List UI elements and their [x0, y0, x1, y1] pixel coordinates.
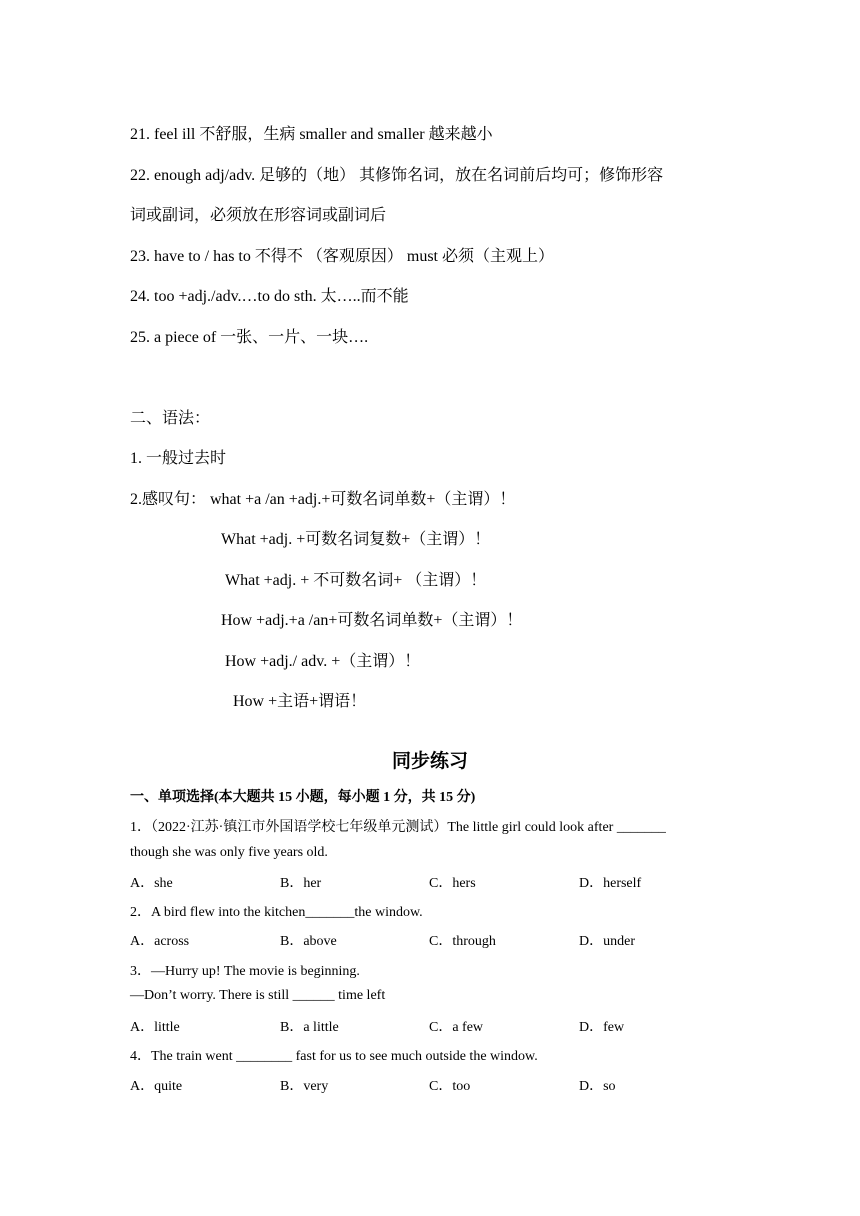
vocab-line-23: 23. have to / has to 不得不 （客观原因） must 必须（主观上） — [130, 248, 554, 265]
grammar-heading: 二、语法： — [130, 410, 211, 427]
grammar-item-1: 1. 一般过去时 — [130, 450, 227, 467]
question-4-option-b[interactable]: B．very — [280, 1079, 329, 1094]
question-1-option-a[interactable]: A．she — [130, 876, 173, 891]
question-1-option-d[interactable]: D．herself — [579, 876, 642, 891]
question-2-option-b[interactable]: B．above — [280, 934, 337, 949]
question-3-option-b[interactable]: B．a little — [280, 1020, 339, 1035]
question-3-line-2: —Don’t worry. There is still ______ time left — [130, 988, 386, 1003]
question-2-line-1: 2．A bird flew into the kitchen_______the window. — [130, 905, 423, 920]
section-heading: 一、单项选择(本大题共 15 小题，每小题 1 分，共 15 分) — [130, 790, 476, 805]
grammar-pattern-4: How +adj./ adv. +（主谓）！ — [225, 653, 421, 670]
grammar-pattern-3: How +adj.+a /an+可数名词单数+（主谓）！ — [221, 612, 523, 629]
grammar-pattern-2: What +adj. + 不可数名词+ （主谓）！ — [225, 572, 487, 589]
question-2-option-d[interactable]: D．under — [579, 934, 635, 949]
question-4-option-d[interactable]: D．so — [579, 1079, 616, 1094]
question-3-option-d[interactable]: D．few — [579, 1020, 625, 1035]
question-1-line-2: though she was only five years old. — [130, 845, 328, 860]
vocab-line-22: 22. enough adj/adv. 足够的（地） 其修饰名词，放在名词前后均可；修饰形容 — [130, 167, 664, 184]
vocab-line-24: 24. too +adj./adv.…to do sth. 太…..而不能 — [130, 288, 409, 305]
question-3-line-1: 3．—Hurry up! The movie is beginning. — [130, 964, 360, 979]
vocab-line-21: 21. feel ill 不舒服，生病 smaller and smaller 越来越小 — [130, 126, 493, 143]
question-3-option-c[interactable]: C．a few — [429, 1020, 484, 1035]
question-4-option-a[interactable]: A．quite — [130, 1079, 183, 1094]
question-1-option-b[interactable]: B．her — [280, 876, 322, 891]
question-2-option-a[interactable]: A．across — [130, 934, 190, 949]
vocab-line-25: 25. a piece of 一张、一片、一块…. — [130, 329, 369, 346]
question-2-option-c[interactable]: C．through — [429, 934, 496, 949]
question-4-line-1: 4．The train went ________ fast for us to see much outside the window. — [130, 1049, 538, 1064]
grammar-pattern-1: What +adj. +可数名词复数+（主谓）！ — [221, 531, 491, 548]
question-3-option-a[interactable]: A．little — [130, 1020, 180, 1035]
question-1-option-c[interactable]: C．hers — [429, 876, 476, 891]
question-4-option-c[interactable]: C．too — [429, 1079, 471, 1094]
grammar-pattern-5: How +主语+谓语！ — [233, 693, 367, 710]
vocab-line-22-cont: 词或副词，必须放在形容词或副词后 — [130, 207, 387, 224]
grammar-item-2: 2.感叹句： what +a /an +adj.+可数名词单数+（主谓）！ — [130, 491, 516, 508]
question-1-line-1: 1．（2022·江苏·镇江市外国语学校七年级单元测试）The little girl could look after _______ — [130, 820, 666, 835]
practice-title: 同步练习 — [391, 751, 468, 772]
